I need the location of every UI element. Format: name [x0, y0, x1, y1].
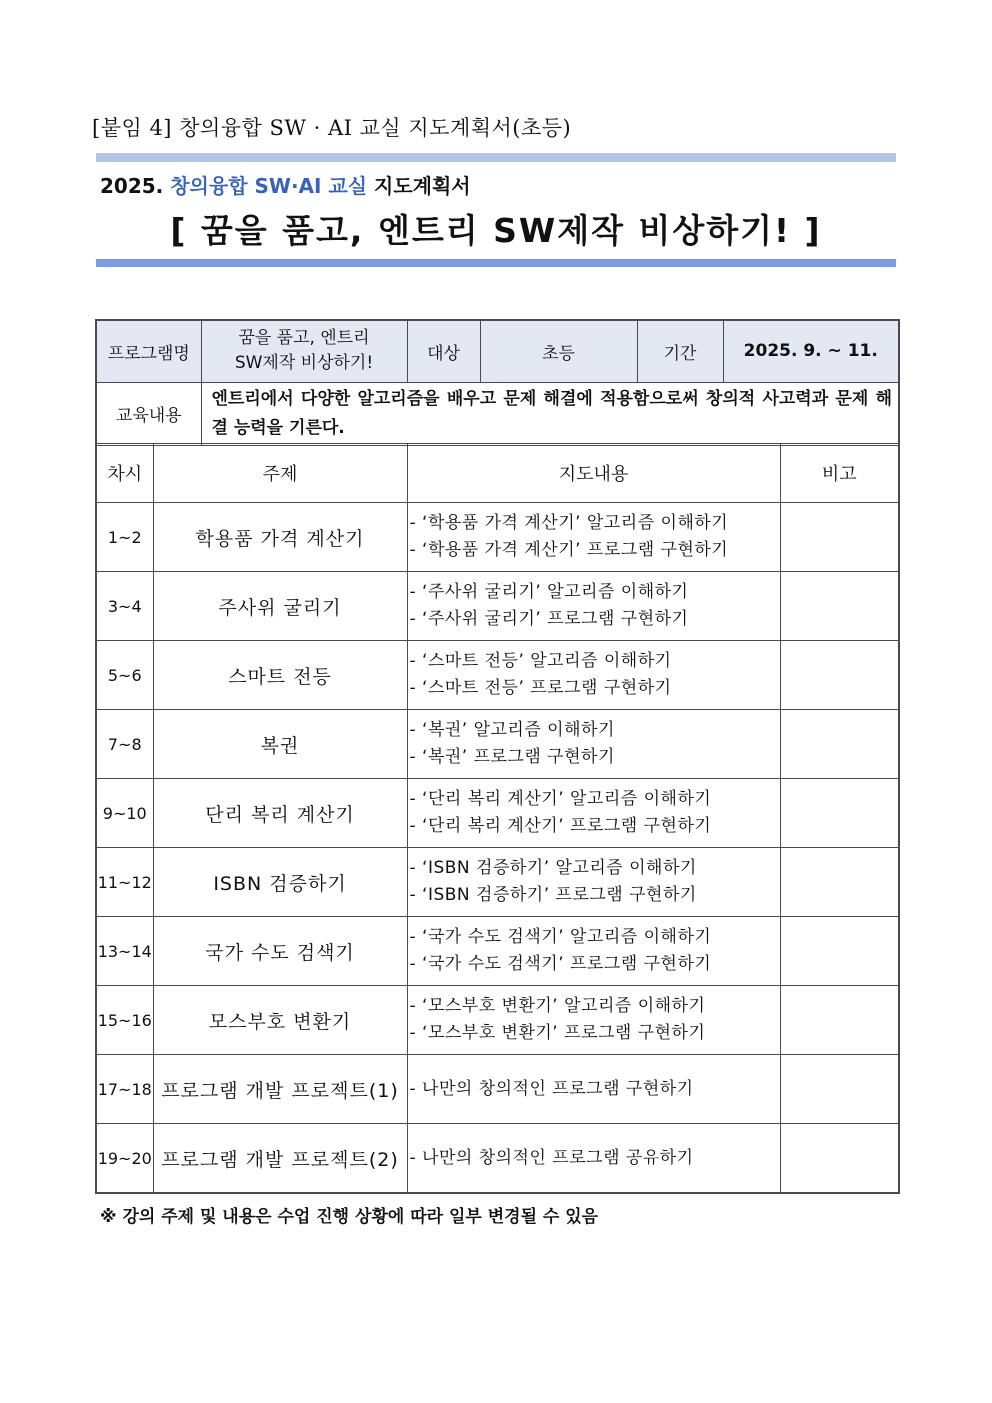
content-line: - ‘ISBN 검증하기’ 프로그램 구현하기	[409, 885, 697, 905]
topic-cell: ISBN 검증하기	[153, 848, 407, 917]
session-cell: 9~10	[96, 779, 153, 848]
content-cell	[407, 1055, 780, 1124]
content-line: - ‘모스부호 변환기’ 프로그램 구현하기	[409, 1023, 706, 1043]
session-cell: 1~2	[96, 503, 153, 572]
header-top-bar	[96, 153, 896, 162]
note-cell	[780, 503, 899, 572]
content-line: - ‘스마트 전등’ 알고리즘 이해하기	[409, 651, 672, 671]
program-name-line1: 꿈을 품고, 엔트리	[238, 328, 370, 349]
content-value: 엔트리에서 다양한 알고리즘을 배우고 문제 해결에 적용함으로써 창의적 사고력과 문제 해결 능력을 기른다.	[201, 382, 899, 445]
table-row	[96, 986, 899, 1055]
content-line: - ‘스마트 전등’ 프로그램 구현하기	[409, 678, 672, 698]
session-cell: 5~6	[96, 641, 153, 710]
topic-cell: 단리 복리 계산기	[153, 779, 407, 848]
program-name-value	[201, 320, 407, 382]
topic-cell: 복권	[153, 710, 407, 779]
note-cell	[780, 848, 899, 917]
note-cell	[780, 1124, 899, 1194]
session-cell: 13~14	[96, 917, 153, 986]
table-row	[96, 917, 899, 986]
content-line: - ‘복권’ 알고리즘 이해하기	[409, 720, 615, 740]
topic-cell: 스마트 전등	[153, 641, 407, 710]
topic-cell: 학용품 가격 계산기	[153, 503, 407, 572]
content-line: - ‘단리 복리 계산기’ 프로그램 구현하기	[409, 816, 712, 836]
topic-cell: 프로그램 개발 프로젝트(2)	[153, 1124, 407, 1194]
session-cell: 11~12	[96, 848, 153, 917]
header-content: 지도내용	[407, 444, 780, 503]
session-cell: 17~18	[96, 1055, 153, 1124]
schedule-header-row	[96, 444, 899, 503]
schedule-table	[95, 443, 900, 1194]
table-row	[96, 572, 899, 641]
content-line: - ‘학용품 가격 계산기’ 알고리즘 이해하기	[409, 513, 729, 533]
table-row	[96, 1124, 899, 1194]
note-cell	[780, 710, 899, 779]
program-name-line2: SW제작 비상하기!	[234, 353, 374, 374]
note-cell	[780, 641, 899, 710]
content-line: - ‘복권’ 프로그램 구현하기	[409, 747, 615, 767]
topic-cell: 프로그램 개발 프로젝트(1)	[153, 1055, 407, 1124]
info-row-content	[96, 382, 899, 445]
table-row	[96, 503, 899, 572]
content-cell	[407, 641, 780, 710]
content-cell	[407, 779, 780, 848]
content-line: - ‘학용품 가격 계산기’ 프로그램 구현하기	[409, 540, 729, 560]
content-cell	[407, 710, 780, 779]
header-note: 비고	[780, 444, 899, 503]
header-topic: 주제	[153, 444, 407, 503]
topic-cell: 모스부호 변환기	[153, 986, 407, 1055]
footnote: ※ 강의 주제 및 내용은 수업 진행 상황에 따라 일부 변경될 수 있음	[100, 1207, 599, 1227]
info-row-program	[96, 320, 899, 382]
session-cell: 15~16	[96, 986, 153, 1055]
content-cell	[407, 848, 780, 917]
content-line: - 나만의 창의적인 프로그램 구현하기	[409, 1078, 694, 1099]
session-cell: 3~4	[96, 572, 153, 641]
content-cell	[407, 503, 780, 572]
content-line: - ‘주사위 굴리기’ 프로그램 구현하기	[409, 609, 689, 629]
period-label: 기간	[637, 320, 723, 382]
table-row	[96, 710, 899, 779]
note-cell	[780, 986, 899, 1055]
content-cell	[407, 986, 780, 1055]
content-line: - ‘국가 수도 검색기’ 알고리즘 이해하기	[409, 927, 712, 947]
attachment-label: [붙임 4] 창의융합 SW · AI 교실 지도계획서(초등)	[92, 116, 572, 140]
note-cell	[780, 1055, 899, 1124]
content-cell	[407, 1124, 780, 1194]
topic-cell: 국가 수도 검색기	[153, 917, 407, 986]
content-line: - ‘단리 복리 계산기’ 알고리즘 이해하기	[409, 789, 712, 809]
header-bottom-bar	[96, 259, 896, 267]
target-value: 초등	[480, 320, 637, 382]
subtitle-year: 2025.	[100, 174, 164, 198]
page-title: [ 꿈을 품고, 엔트리 SW제작 비상하기! ]	[170, 211, 822, 250]
target-label: 대상	[407, 320, 480, 382]
subtitle-program-kind: 창의융합 SW·AI 교실	[170, 174, 368, 198]
table-row	[96, 641, 899, 710]
content-line: - ‘국가 수도 검색기’ 프로그램 구현하기	[409, 954, 712, 974]
content-line: - ‘ISBN 검증하기’ 알고리즘 이해하기	[409, 858, 697, 878]
content-cell	[407, 572, 780, 641]
program-info-table	[95, 319, 900, 446]
note-cell	[780, 779, 899, 848]
period-value: 2025. 9. ~ 11.	[723, 320, 899, 382]
note-cell	[780, 572, 899, 641]
program-name-label: 프로그램명	[96, 320, 201, 382]
doc-subtitle	[100, 170, 471, 199]
content-line: - ‘주사위 굴리기’ 알고리즘 이해하기	[409, 582, 689, 602]
content-label: 교육내용	[96, 382, 201, 445]
table-row	[96, 779, 899, 848]
session-cell: 7~8	[96, 710, 153, 779]
content-cell	[407, 917, 780, 986]
header-session: 차시	[96, 444, 153, 503]
table-row	[96, 848, 899, 917]
content-line: - ‘모스부호 변환기’ 알고리즘 이해하기	[409, 996, 706, 1016]
note-cell	[780, 917, 899, 986]
topic-cell: 주사위 굴리기	[153, 572, 407, 641]
content-line: - 나만의 창의적인 프로그램 공유하기	[409, 1147, 694, 1168]
session-cell: 19~20	[96, 1124, 153, 1194]
subtitle-doc-type: 지도계획서	[374, 174, 471, 198]
table-row	[96, 1055, 899, 1124]
